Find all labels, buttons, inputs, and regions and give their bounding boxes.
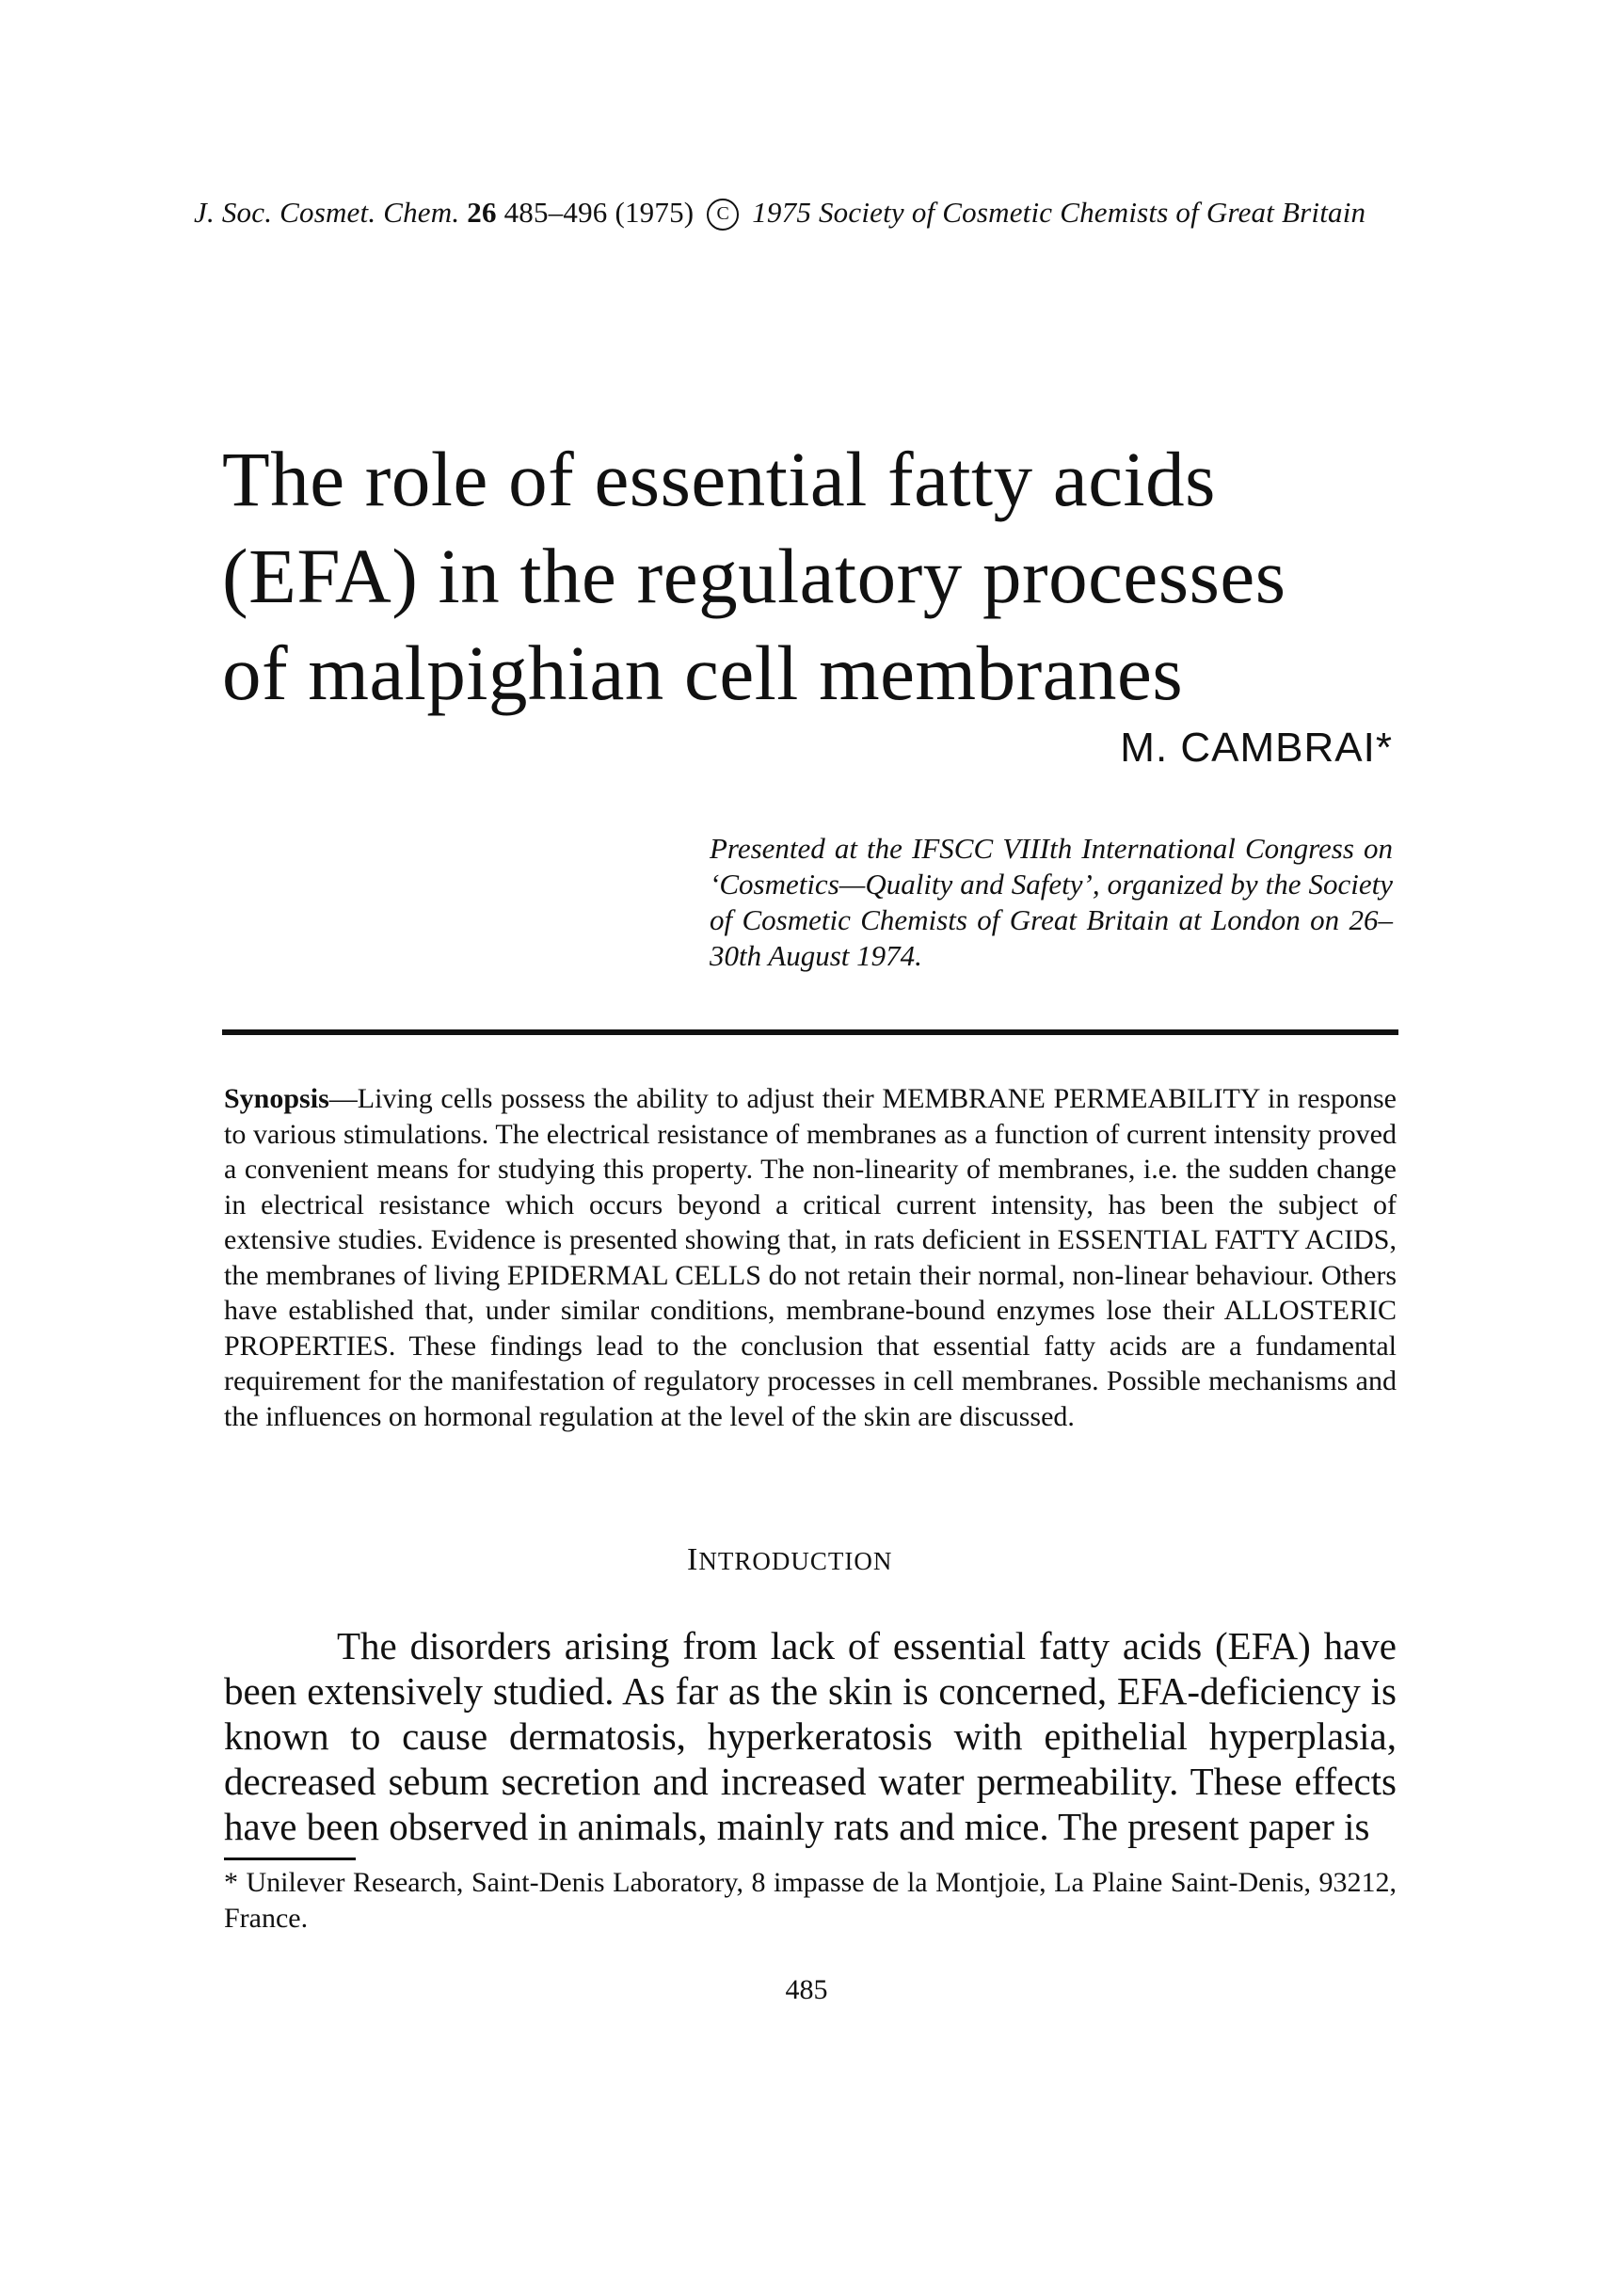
title-line-3: of malpighian cell membranes <box>222 630 1184 716</box>
journal-header <box>194 196 1417 231</box>
introduction-paragraph: The disorders arising from lack of essential fatty acids (EFA) have been extensively studied. As far as the skin is concerned, EFA-deficiency is known to cause dermatosis, hyperkeratosis with epithelial hyperplasia, decreased sebum secretion and increased water permeability. These effects have been observed in animals, mainly rats and mice. The present paper is <box>224 1624 1397 1848</box>
journal-name: J. Soc. Cosmet. Chem. <box>194 196 460 229</box>
title-line-2: (EFA) in the regulatory processes <box>222 533 1286 619</box>
paper-title <box>222 431 1351 722</box>
section-divider <box>222 1029 1398 1035</box>
introduction-heading <box>687 1542 892 1578</box>
title-line-1: The role of essential fatty acids <box>222 436 1216 522</box>
introduction-heading-rest: NTRODUCTION <box>698 1547 893 1575</box>
synopsis-text: —Living cells possess the ability to adjust their MEMBRANE PERMEABILITY in response to various stimulations. The electrical resistance of membranes as a function of current intensity proved a convenient means for studying this property. The non-linearity of membranes, i.e. the sudden change in electrical resistance which occurs beyond a critical current intensity, has been the subject of extensive studies. Evidence is presented showing that, in rats deficient in ESSENTIAL FATTY ACIDS, the membranes of living EPIDERMAL CELLS do not retain their normal, non-linear behaviour. Others have established that, under similar conditions, membrane-bound enzymes lose their ALLOSTERIC PROPERTIES. These findings lead to the conclusion that essential fatty acids are a fundamental requirement for the manifestation of regulatory processes in cell membranes. Possible mechanisms and the influences on hormonal regulation at the level of the skin are discussed. <box>224 1083 1397 1432</box>
journal-volume: 26 <box>467 196 497 229</box>
page-number: 485 <box>785 1974 828 2005</box>
journal-pages-year: 485–496 (1975) <box>503 196 695 229</box>
copyright-icon: C <box>707 199 739 231</box>
synopsis-label: Synopsis <box>224 1083 329 1114</box>
author-name: M. CAMBRAI* <box>1120 725 1393 771</box>
presentation-note: Presented at the IFSCC VIIIth International Congress on ‘Cosmetics—Quality and Safety’, organized by the Society of Cosmetic Chemists of Great Britain at London on 26–30th August 1974. <box>710 832 1393 972</box>
author-affiliation-footnote: * Unilever Research, Saint-Denis Laboratory, 8 impasse de la Montjoie, La Plaine Saint-Denis, 93212, France. <box>224 1867 1397 1934</box>
copyright-text: 1975 Society of Cosmetic Chemists of Great Britain <box>752 196 1366 229</box>
introduction-heading-initial: I <box>687 1542 699 1577</box>
footnote-divider <box>224 1858 356 1860</box>
synopsis-paragraph <box>224 1081 1397 1434</box>
